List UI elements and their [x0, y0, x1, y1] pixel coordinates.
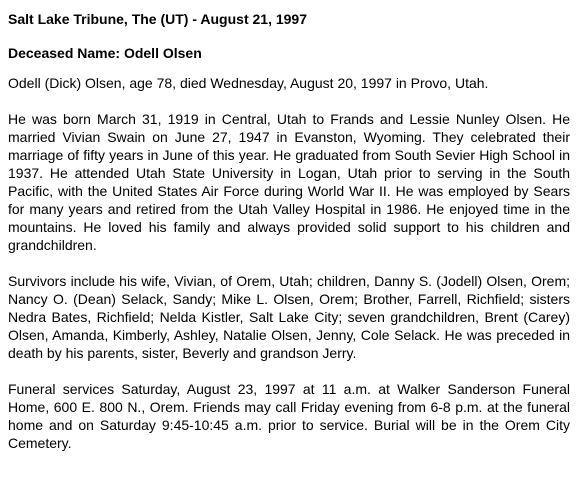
deceased-name-heading: Deceased Name: Odell Olsen [8, 45, 202, 61]
death-summary-paragraph: Odell (Dick) Olsen, age 78, died Wednesday, August 20, 1997 in Provo, Utah. [8, 75, 489, 91]
biography-paragraph: He was born March 31, 1919 in Central, Utah to Frands and Lessie Nunley Olsen. He married Vivian Swain on June 27, 1947 in Evanston, Wyoming. They celebrated their marriage of fifty years in June of this year. He graduated from South Sevier High School in 1937. He attended Utah State University in Logan, Utah prior to serving in the South Pacific, with the United States Air Force during World War II. He was employed by Sears for many years and retired from the Utah Valley Hospital in 1986. He enjoyed time in the mountains. He loved his family and always provided solid support to his children and grandchildren. [8, 111, 570, 253]
publication-heading: Salt Lake Tribune, The (UT) - August 21, 1997 [8, 11, 307, 27]
funeral-services-paragraph: Funeral services Saturday, August 23, 1997 at 11 a.m. at Walker Sanderson Funeral Home, 600 E. 800 N., Orem. Friends may call Friday evening from 6-8 p.m. at the funeral home and on Saturday 9:45-10:45 a.m. prior to service. Burial will be in the Orem City Cemetery. [8, 381, 570, 451]
survivors-paragraph: Survivors include his wife, Vivian, of Orem, Utah; children, Danny S. (Jodell) Olsen, Orem; Nancy O. (Dean) Selack, Sandy; Mike L. Olsen, Orem; Brother, Farrell, Richfield; sisters Nedra Bates, Richfield; Nelda Kistler, Salt Lake City; seven grandchildren, Brent (Carey) Olsen, Amanda, Kimberly, Ashley, Natalie Olsen, Jenny, Cole Selack. He was preceded in death by his parents, sister, Beverly and grandson Jerry. [8, 273, 570, 361]
